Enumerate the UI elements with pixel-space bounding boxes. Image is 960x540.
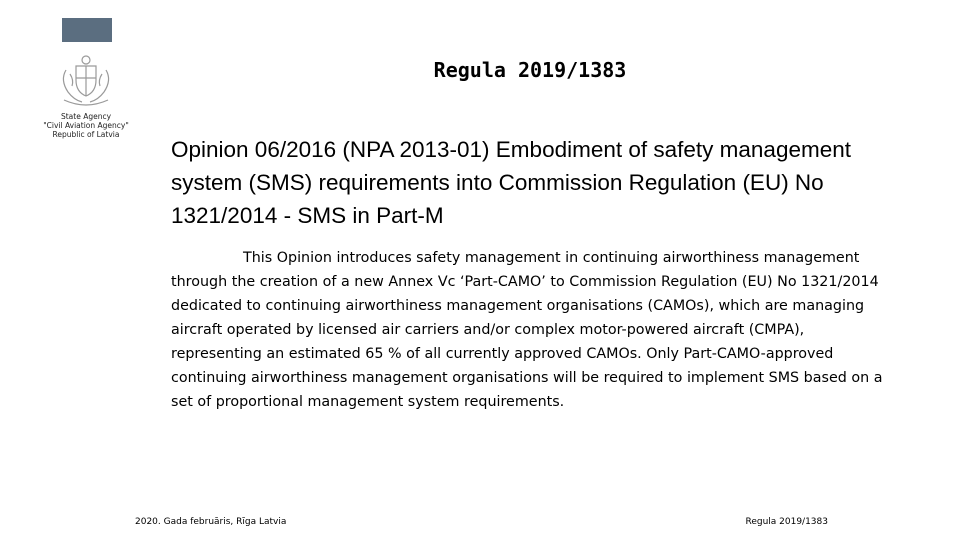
- logo-bar: [62, 18, 112, 42]
- agency-line-1: State Agency: [60, 112, 112, 121]
- slide-heading: Opinion 06/2016 (NPA 2013-01) Embodiment of safety management system (SMS) requirements into Commission Regulation (EU) No 1321/2014 - SMS in Part-M: [171, 137, 851, 228]
- slide-title: Regula 2019/1383: [433, 58, 627, 82]
- slide-body: This Opinion introduces safety management in continuing airworthiness management through the creation of a new Annex Vc ‘Part-CAMO’ to Commission Regulation (EU) No 1321/2014 dedicated to continuing airworthiness management organisations (CAMOs), which are managing aircraft operated by licensed air carriers and/or complex motor-powered aircraft (CMPA), representing an estimated 65 % of all currently approved CAMOs. Only Part-CAMO-approved continuing airworthiness management organisations will be required to implement SMS based on a set of proportional management system requirements.: [171, 250, 883, 410]
- agency-line-2: "Civil Aviation Agency": [43, 121, 129, 130]
- footer-date-location: 2020. Gada februāris, Rīga Latvia: [135, 517, 287, 527]
- footer-regulation: Regula 2019/1383: [745, 517, 828, 527]
- agency-line-3: Republic of Latvia: [52, 130, 120, 139]
- latvia-coat-of-arms-icon: [58, 50, 114, 110]
- agency-name: [30, 112, 142, 139]
